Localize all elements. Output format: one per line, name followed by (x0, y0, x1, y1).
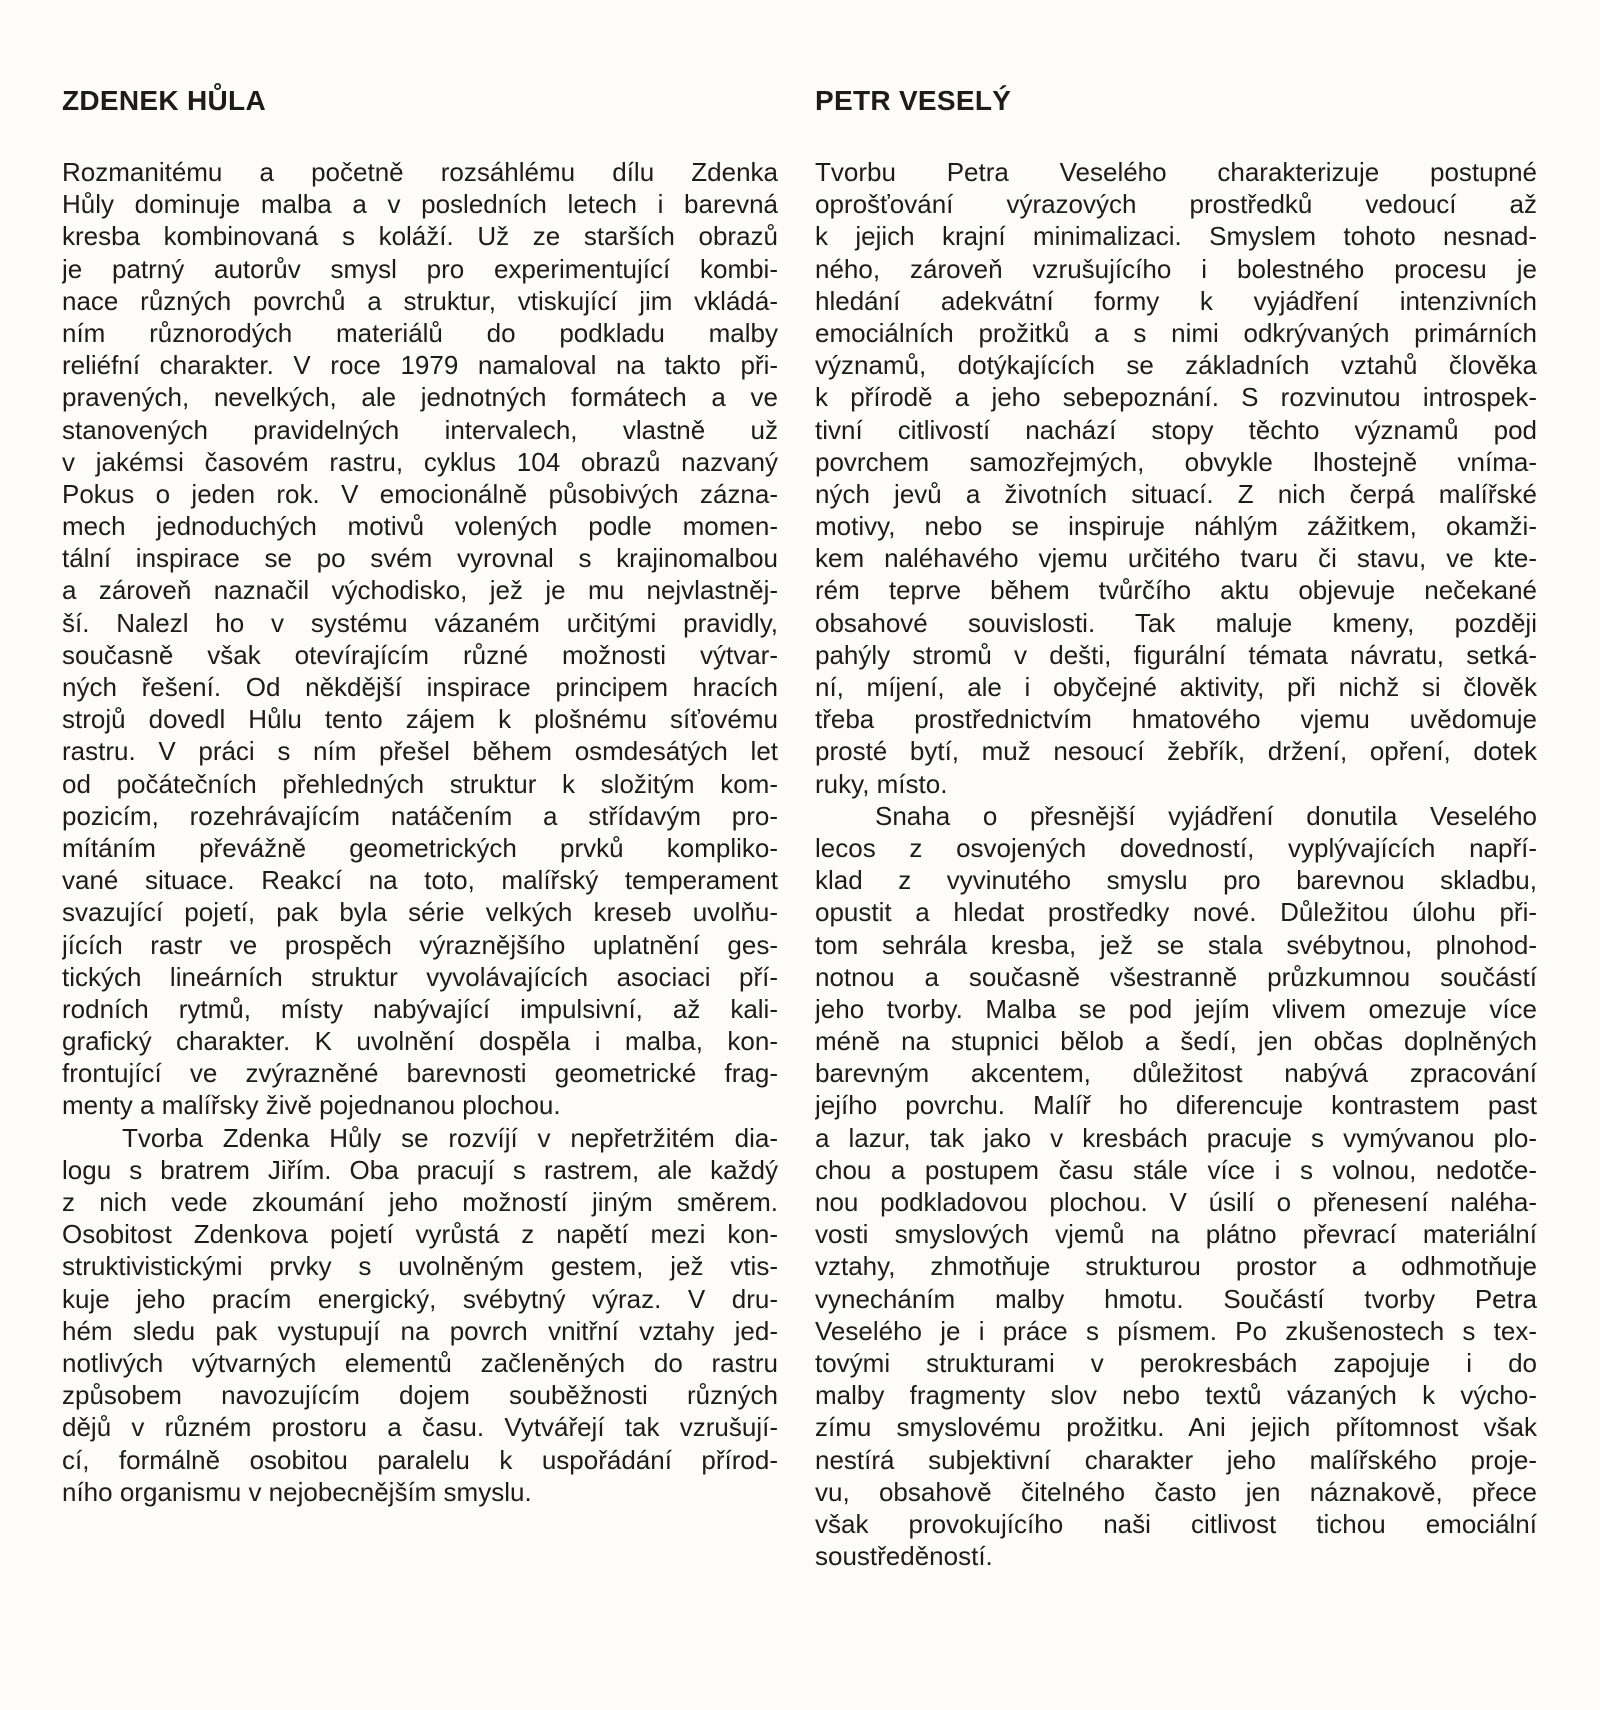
left-column-heading: ZDENEK HŮLA (62, 85, 266, 116)
text-line: ního organismu v nejobecnějším smyslu. (62, 1476, 532, 1507)
text-line: jejího povrchu. Malíř ho diferencuje kontrastem past (815, 1090, 1537, 1121)
text-line: klad z vyvinutého smyslu pro barevnou skladbu, (815, 865, 1537, 896)
text-line: svazující pojetí, pak byla série velkých kreseb uvolňu- (62, 897, 778, 928)
text-line: logu s bratrem Jiřím. Oba pracují s rastrem, ale každý (62, 1154, 778, 1185)
text-line: a zároveň naznačil východisko, jež je mu nejvlastněj- (62, 575, 778, 606)
text-line: Rozmanitému a početně rozsáhlému dílu Zdenka (62, 157, 778, 187)
text-line: z nich vede zkoumání jeho možností jiným směrem. (62, 1187, 778, 1217)
text-line: chou a postupem času stále více i s volnou, nedotče- (815, 1154, 1537, 1185)
text-line: jících rastr ve prospěch výraznějšího uplatnění ges- (62, 929, 778, 960)
text-line: povrchem samozřejmých, obvykle lhostejně vníma- (815, 446, 1537, 477)
text-line: vané situace. Reakcí na toto, malířský temperament (62, 865, 778, 896)
text-line: Veselého je i práce s písmem. Po zkušenostech s tex- (815, 1315, 1537, 1346)
text-line: ného, zároveň vzrušujícího i bolestného procesu je (815, 253, 1537, 284)
text-line: notnou a současně všestranně průzkumnou součástí (815, 961, 1537, 992)
text-line: reliéfní charakter. V roce 1979 namaloval na takto při- (62, 350, 778, 381)
text-line: nou podkladovou plochou. V úsilí o přenesení naléha- (815, 1187, 1537, 1217)
text-line: Pokus o jeden rok. V emocionálně působivých zázna- (62, 478, 778, 509)
text-line: vosti smyslových vjemů na plátno převrací materiální (815, 1219, 1537, 1250)
text-line: dějů v různém prostoru a času. Vytvářejí tak vzrušují- (62, 1412, 778, 1443)
left-column-body (62, 156, 778, 1508)
text-line: rodních rytmů, místy nabývající impulsivní, až kali- (62, 993, 778, 1024)
text-line: hledání adekvátní formy k vyjádření intenzivních (815, 285, 1537, 316)
text-line: rém teprve během tvůrčího aktu objevuje nečekané (815, 575, 1537, 606)
text-line: zímu smyslovému prožitku. Ani jejich přítomnost však (815, 1412, 1537, 1443)
text-line: barevným akcentem, důležitost nabývá zpracování (815, 1058, 1537, 1089)
text-line: jeho tvorby. Malba se pod jejím vlivem omezuje více (815, 993, 1537, 1024)
text-line: Osobitost Zdenkova pojetí vyrůstá z napětí mezi kon- (62, 1219, 778, 1250)
text-line: vztahy, zhmotňuje strukturou prostor a odhmotňuje (815, 1251, 1537, 1282)
text-line: vu, obsahově čitelného často jen náznakově, přece (815, 1476, 1537, 1507)
text-line: významů, dotýkajících se základních vztahů člověka (815, 350, 1537, 381)
text-line: hém sledu pak vystupují na povrch vnitřní vztahy jed- (62, 1315, 778, 1346)
text-line: nace různých povrchů a struktur, vtiskující jim vkládá- (62, 285, 778, 316)
text-line: rastru. V práci s ním přešel během osmdesátých let (62, 736, 778, 767)
text-line: současně však otevírajícím různé možnosti výtvar- (62, 639, 778, 670)
text-line: cí, formálně osobitou paralelu k uspořádání přírod- (62, 1444, 778, 1475)
text-line: Snaha o přesnější vyjádření donutila Veselého (875, 800, 1537, 831)
text-line: prosté bytí, muž nesoucí žebřík, držení, opření, dotek (815, 736, 1537, 767)
text-line: ných řešení. Od někdější inspirace principem hracích (62, 672, 778, 702)
text-line: malby fragmenty slov nebo textů vázaných k výcho- (815, 1380, 1537, 1411)
text-line: pozicím, rozehrávajícím natáčením a střídavým pro- (62, 800, 778, 831)
text-line: tických lineárních struktur vyvolávajících asociaci pří- (62, 961, 778, 992)
text-line: vynecháním malby hmotu. Součástí tvorby Petra (815, 1283, 1537, 1314)
text-line: ním různorodých materiálů do podkladu malby (62, 317, 778, 348)
text-line: strojů dovedl Hůlu tento zájem k plošnému síťovému (62, 704, 778, 735)
text-line: ší. Nalezl ho v systému vázaném určitými pravidly, (62, 607, 778, 638)
text-line: grafický charakter. K uvolnění dospěla i malba, kon- (62, 1026, 778, 1057)
text-line: třeba prostřednictvím hmatového vjemu uvědomuje (815, 704, 1537, 735)
right-column-body (815, 156, 1537, 1572)
text-line: ní, míjení, ale i obyčejné aktivity, při nichž si člověk (815, 672, 1537, 702)
text-line: kuje jeho pracím energický, svébytný výraz. V dru- (62, 1283, 778, 1314)
text-line: pravených, nevelkých, ale jednotných formátech a ve (62, 382, 778, 413)
text-line: tivní citlivostí nachází stopy těchto významů pod (815, 414, 1537, 445)
text-line: frontující ve zvýrazněné barevnosti geometrické frag- (62, 1058, 778, 1089)
text-line: Hůly dominuje malba a v posledních letech i barevná (62, 189, 778, 220)
text-line: pahýly stromů v dešti, figurální témata návratu, setká- (815, 639, 1537, 670)
text-line: notlivých výtvarných elementů začleněných do rastru (62, 1347, 778, 1378)
text-line: méně na stupnici bělob a šedí, jen občas doplněných (815, 1026, 1537, 1057)
text-line: ných jevů a životních situací. Z nich čerpá malířské (815, 478, 1537, 509)
right-column-heading: PETR VESELÝ (815, 85, 1012, 116)
text-line: mech jednoduchých motivů volených podle momen- (62, 511, 778, 542)
text-line: kresba kombinovaná s koláží. Už ze starších obrazů (62, 221, 778, 252)
text-line: Tvorbu Petra Veselého charakterizuje postupné (815, 157, 1537, 187)
text-line: struktivistickými prvky s uvolněným gestem, jež vtis- (62, 1251, 778, 1282)
text-line: kem naléhavého vjemu určitého tvaru či stavu, ve kte- (815, 543, 1537, 574)
text-line: tální inspirace se po svém vyrovnal s krajinomalbou (62, 543, 778, 574)
text-line: tom sehrála kresba, jež se stala svébytnou, plnohod- (815, 929, 1537, 960)
text-line: a lazur, tak jako v kresbách pracuje s vymývanou plo- (815, 1122, 1537, 1153)
text-line: je patrný autorův smysl pro experimentující kombi- (62, 253, 778, 284)
text-line: nestírá subjektivní charakter jeho malířského proje- (815, 1444, 1537, 1475)
text-line: lecos z osvojených dovedností, vyplývajících napří- (815, 832, 1537, 863)
text-line: ruky, místo. (815, 768, 948, 799)
text-line: motivy, nebo se inspiruje náhlým zážitkem, okamži- (815, 511, 1537, 542)
text-line: však provokujícího naši citlivost tichou emociální (815, 1508, 1537, 1539)
text-line: soustředěností. (815, 1541, 993, 1572)
text-line: k přírodě a jeho sebepoznání. S rozvinutou introspek- (815, 382, 1537, 413)
text-line: opustit a hledat prostředky nové. Důležitou úlohu při- (815, 897, 1537, 928)
text-line: tovými strukturami v perokresbách zapojuje i do (815, 1347, 1537, 1378)
text-line: od počátečních přehledných struktur k složitým kom- (62, 768, 778, 799)
text-line: obsahové souvislosti. Tak maluje kmeny, později (815, 607, 1537, 638)
text-line: oprošťování výrazových prostředků vedoucí až (815, 189, 1537, 220)
text-line: stanovených pravidelných intervalech, vlastně už (62, 414, 778, 445)
text-line: k jejich krajní minimalizaci. Smyslem tohoto nesnad- (815, 221, 1537, 252)
text-line: způsobem navozujícím dojem souběžnosti různých (62, 1380, 778, 1411)
text-line: v jakémsi časovém rastru, cyklus 104 obrazů nazvaný (62, 446, 778, 477)
text-line: mítáním převážně geometrických prvků kompliko- (62, 832, 778, 863)
text-line: emociálních prožitků a s nimi odkrývaných primárních (815, 317, 1537, 348)
text-line: menty a malířsky živě pojednanou plochou. (62, 1090, 561, 1121)
text-line: Tvorba Zdenka Hůly se rozvíjí v nepřetržitém dia- (122, 1122, 778, 1153)
